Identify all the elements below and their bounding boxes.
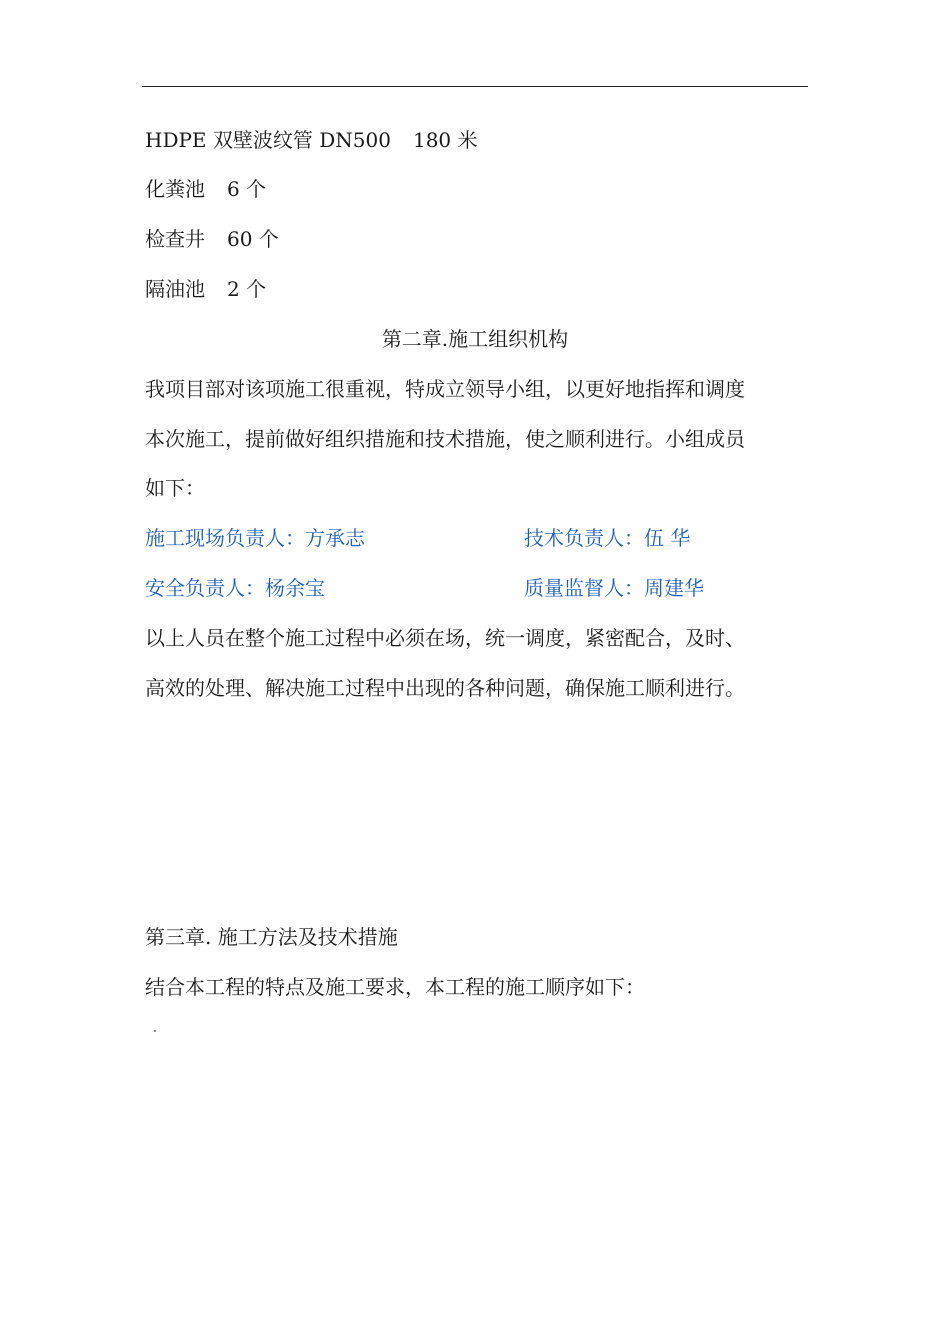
chapter2-closing-line: 高效的处理、解决施工过程中出现的各种问题，确保施工顺利进行。	[145, 676, 745, 700]
material-item	[145, 174, 266, 204]
chapter2-intro-line: 如下：	[145, 476, 205, 500]
member-role: 技术负责人：	[524, 526, 644, 550]
header-rule	[142, 86, 808, 87]
chapter3-intro: 结合本工程的特点及施工要求，本工程的施工顺序如下：	[145, 975, 645, 999]
chapter2-intro-line: 本次施工，提前做好组织措施和技术措施，使之顺利进行。小组成员	[145, 427, 745, 451]
material-name: 化粪池	[145, 177, 205, 201]
material-item	[145, 125, 478, 155]
material-name: HDPE 双壁波纹管 DN500	[145, 128, 391, 152]
member-role: 施工现场负责人：	[145, 526, 305, 550]
chapter2-intro-line: 我项目部对该项施工很重视，特成立领导小组，以更好地指挥和调度	[145, 377, 745, 401]
member-name: 杨余宝	[265, 576, 325, 600]
chapter2-closing-line: 以上人员在整个施工过程中必须在场，统一调度，紧密配合，及时、	[145, 626, 745, 650]
material-item	[145, 224, 279, 254]
member-role: 安全负责人：	[145, 576, 265, 600]
member-site-manager	[145, 523, 365, 553]
chapter3-title: 第三章. 施工方法及技术措施	[145, 925, 398, 949]
member-safety-lead	[145, 573, 325, 603]
material-item	[145, 274, 266, 304]
material-name: 检查井	[145, 227, 205, 251]
member-name: 方承志	[305, 526, 365, 550]
material-qty: 60 个	[227, 227, 279, 251]
material-qty: 180 米	[412, 128, 478, 152]
material-qty: 6 个	[227, 177, 267, 201]
member-role: 质量监督人：	[524, 576, 644, 600]
member-tech-lead	[524, 523, 690, 553]
member-name: 周建华	[644, 576, 704, 600]
stray-mark	[154, 1030, 156, 1032]
member-quality-supervisor	[524, 573, 704, 603]
material-qty: 2 个	[227, 277, 267, 301]
chapter2-title: 第二章.施工组织机构	[381, 327, 569, 351]
member-name: 伍 华	[644, 526, 691, 550]
material-name: 隔油池	[145, 277, 205, 301]
